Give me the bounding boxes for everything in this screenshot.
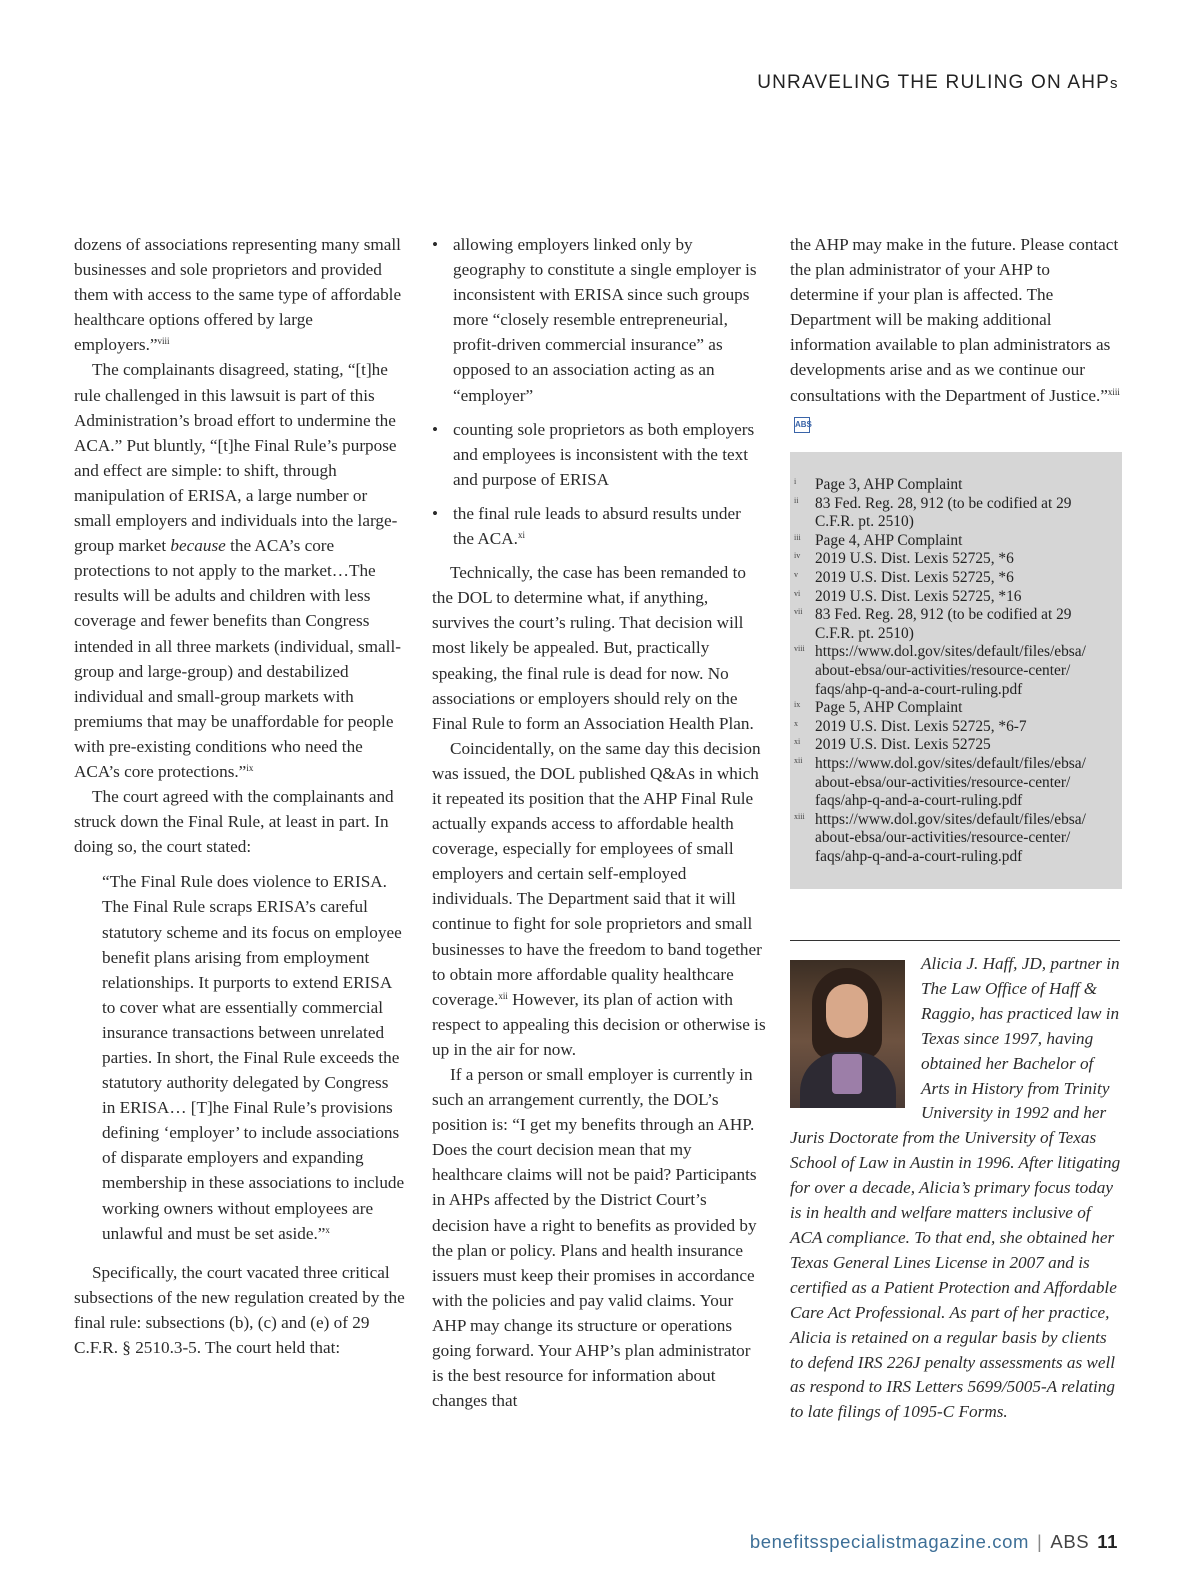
- endnotes-box: [790, 452, 1122, 889]
- author-bio: [790, 952, 1122, 1425]
- magazine-name: ABS: [1050, 1531, 1090, 1552]
- endnote-marker: x: [794, 718, 798, 728]
- endnote-item: [794, 718, 1108, 737]
- page-number: 11: [1097, 1531, 1118, 1552]
- endnote-marker: vii: [794, 607, 803, 617]
- paragraph: [74, 357, 406, 784]
- bullet-icon: •: [432, 419, 439, 439]
- endnote-text: Page 4, AHP Complaint: [815, 531, 963, 549]
- endnote-text: Page 3, AHP Complaint: [815, 476, 963, 493]
- footnote-ref[interactable]: viii: [157, 336, 170, 347]
- endnote-text: 2019 U.S. Dist. Lexis 52725, *6: [815, 550, 1014, 568]
- endnote-text[interactable]: https://www.dol.gov/sites/default/files/ebsa/ about-ebsa/our-activities/resource-center/ faqs/ahp-q-and-a-court-ruling.pdf: [815, 643, 1086, 698]
- holding-list: [432, 232, 766, 551]
- endnote-marker: v: [794, 569, 798, 579]
- endnotes-list: [790, 452, 1122, 866]
- endnote-marker: ix: [794, 700, 801, 710]
- column-2: [432, 232, 766, 1413]
- endnote-item: [794, 532, 1108, 551]
- paragraph: [74, 232, 406, 357]
- endnote-item: [794, 495, 1108, 532]
- endnote-item: [794, 606, 1108, 643]
- endnote-text: 2019 U.S. Dist. Lexis 52725, *6: [815, 568, 1014, 586]
- endnote-item: [794, 755, 1108, 811]
- paragraph: [74, 1260, 406, 1360]
- endnote-text: 83 Fed. Reg. 28, 912 (to be codified at 29 C.F.R. pt. 2510): [815, 494, 1072, 531]
- endnote-item: [794, 588, 1108, 607]
- list-item: [432, 501, 766, 551]
- bullet-icon: •: [432, 503, 439, 523]
- paragraph-text: However, its plan of action with respect to appealing this decision or otherwise is up in the air for now.: [432, 989, 766, 1059]
- emphasis-text: because: [170, 536, 226, 556]
- endnote-item: [794, 550, 1108, 569]
- paragraph-text: Technically, the case has been remanded to the DOL to determine what, if anything, survives the court’s ruling. That decision will most likely be appealed. But, practically speaking, the final rule is dead for now. No associations or employers should rely on the Final Rule to form an Association Health Plan.: [432, 563, 754, 733]
- endnote-item: [794, 736, 1108, 755]
- quote-text: “The Final Rule does violence to ERISA. The Final Rule scraps ERISA’s careful statutory scheme and its focus on employee benefit plans arising from employment relationships. It purports to extend ERISA to cover what are essentially commercial insurance transactions between unrelated parties. In short, the Final Rule exceeds the statutory authority delegated by Congress in ERISA… [T]he Final Rule’s provisions defining ‘employer’ to include associations of disparate employers and expanding membership in these associations to include working owners without employees are unlawful and must be set aside.”: [102, 872, 405, 1243]
- page-footer: [750, 1531, 1118, 1553]
- abs-end-mark-icon: ABS: [794, 417, 810, 433]
- paragraph-text: dozens of associations representing many small businesses and sole proprietors and provided them with access to the same type of affordable healthcare options offered by large employers.”: [74, 235, 402, 355]
- endnote-marker: viii: [794, 644, 805, 654]
- header-title-suffix: s: [1110, 75, 1118, 92]
- endnote-text: 2019 U.S. Dist. Lexis 52725, *6-7: [815, 717, 1027, 735]
- column-3: [790, 232, 1122, 433]
- endnote-text[interactable]: https://www.dol.gov/sites/default/files/ebsa/ about-ebsa/our-activities/resource-center/ faqs/ahp-q-and-a-court-ruling.pdf: [815, 754, 1086, 810]
- list-item: [432, 417, 766, 492]
- paragraph: [432, 1062, 766, 1413]
- endnote-text: 2019 U.S. Dist. Lexis 52725: [815, 736, 991, 754]
- endnote-marker: iv: [794, 551, 801, 561]
- header-title: UNRAVELING THE RULING ON AHP: [757, 72, 1110, 93]
- endnote-text: Page 5, AHP Complaint: [815, 699, 963, 717]
- endnote-marker: vi: [794, 588, 801, 598]
- endnote-marker: xi: [794, 737, 801, 747]
- paragraph: [74, 784, 406, 859]
- paragraph-text: The complainants disagreed, stating, “[t]he rule challenged in this lawsuit is part of this Administration’s broad effort to undermine the ACA.” Put bluntly, “[t]he Final Rule’s purpose and effect are simple: to shift, through manipulation of ERISA, a large number or small employers and individuals into the large-group market: [74, 360, 398, 556]
- endnote-text[interactable]: https://www.dol.gov/sites/default/files/ebsa/ about-ebsa/our-activities/resource-center/ faqs/ahp-q-and-a-court-ruling.pdf: [815, 810, 1086, 865]
- endnote-text: 83 Fed. Reg. 28, 912 (to be codified at 29 C.F.R. pt. 2510): [815, 606, 1072, 642]
- author-bio-text: Alicia J. Haff, JD, partner in The Law Office of Haff & Raggio, has practiced law in Texas since 1997, having obtained her Bachelor of Arts in History from Trinity University in 1992 and her Juris Doctorate from the University of Texas School of Law in Austin in 1996. After litigating for over a decade, Alicia’s primary focus today is in health and welfare matters inclusive of ACA compliance. To that end, she obtained her Texas General Lines License in 2007 and is certified as a Patient Protection and Affordable Care Act Professional. As part of her practice, Alicia is retained on a regular basis by clients to defend IRS 226J penalty assessments as well as respond to IRS Letters 5699/5005-A relating to late filings of 1095-C Forms.: [790, 954, 1121, 1422]
- endnote-marker: i: [794, 477, 797, 486]
- footnote-ref[interactable]: ix: [246, 762, 254, 773]
- list-item: [432, 232, 766, 408]
- block-quote: [102, 869, 406, 1245]
- divider: [790, 940, 1120, 941]
- paragraph-text: Coincidentally, on the same day this decision was issued, the DOL published Q&As in which it repeated its position that the AHP Final Rule actually expands access to affordable health coverage, especially for employees of small employers and certain self-employed individuals. The Department said that it will continue to fight for sole proprietors and small businesses to have the freedom to band together to obtain more affordable quality healthcare coverage.: [432, 738, 762, 1009]
- endnote-marker: xiii: [794, 811, 805, 821]
- column-1: [74, 232, 406, 1360]
- paragraph-text: Specifically, the court vacated three critical subsections of the new regulation created by the final rule: subsections (b), (c) and (e) of 29 C.F.R. § 2510.3-5. The court held that:: [74, 1262, 405, 1358]
- paragraph-text: the ACA’s core protections to not apply to the market…The results will be adults and children with less coverage and fewer benefits than Congress intended in all three markets (individual, small-group and large-group) and destabilized individual and small-group markets with premiums that may be unaffordable for people with pre-existing conditions who need the ACA’s core protections.”: [74, 536, 401, 781]
- paragraph: [432, 736, 766, 1062]
- footnote-ref[interactable]: x: [325, 1224, 330, 1235]
- paragraph-text: The court agreed with the complainants and struck down the Final Rule, at least in part. In doing so, the court stated:: [74, 787, 394, 857]
- endnote-marker: ii: [794, 495, 799, 505]
- list-item-text: counting sole proprietors as both employers and employees is inconsistent with the text and purpose of ERISA: [453, 419, 755, 489]
- footnote-ref[interactable]: xiii: [1107, 386, 1120, 397]
- endnote-text: 2019 U.S. Dist. Lexis 52725, *16: [815, 587, 1022, 605]
- paragraph-text: If a person or small employer is currently in such an arrangement currently, the DOL’s position is: “I get my benefits through an AHP. Does the court decision mean that my healthcare claims will not be paid? Participants in AHPs affected by the District Court’s decision have a right to benefits as provided by the plan or policy. Plans and health insurance issuers must keep their promises in accordance with the policies and pay valid claims. Your AHP may change its structure or operations going forward. Your AHP’s plan administrator is the best resource for information about changes that: [432, 1065, 757, 1411]
- endnote-marker: iii: [794, 532, 801, 542]
- site-link[interactable]: benefitsspecialistmagazine.com: [749, 1531, 1029, 1552]
- endnote-item: [794, 643, 1108, 699]
- footnote-ref[interactable]: xii: [498, 990, 508, 1001]
- bullet-icon: •: [432, 235, 439, 254]
- paragraph: [432, 560, 766, 736]
- list-item-text: allowing employers linked only by geography to constitute a single employer is inconsistent with ERISA since such groups more “closely resemble entrepreneurial, profit-driven commercial insurance” as opposed to an association acting as an “employer”: [453, 235, 757, 405]
- footer-separator: |: [1037, 1531, 1043, 1552]
- endnote-item: [794, 699, 1108, 718]
- paragraph: [790, 232, 1122, 433]
- list-item-text: the final rule leads to absurd results under the ACA.: [453, 503, 741, 549]
- footnote-ref[interactable]: xi: [517, 530, 525, 541]
- endnote-item: [794, 569, 1108, 588]
- endnote-item: [794, 476, 1108, 495]
- endnote-marker: xii: [794, 755, 803, 765]
- running-header: [757, 72, 1118, 94]
- endnote-item: [794, 811, 1108, 867]
- paragraph-text: the AHP may make in the future. Please contact the plan administrator of your AHP to determine if your plan is affected. The Department will be making additional information available to plan administrators as developments arise and as we continue our consultations with the Department of Justice.”: [790, 235, 1119, 405]
